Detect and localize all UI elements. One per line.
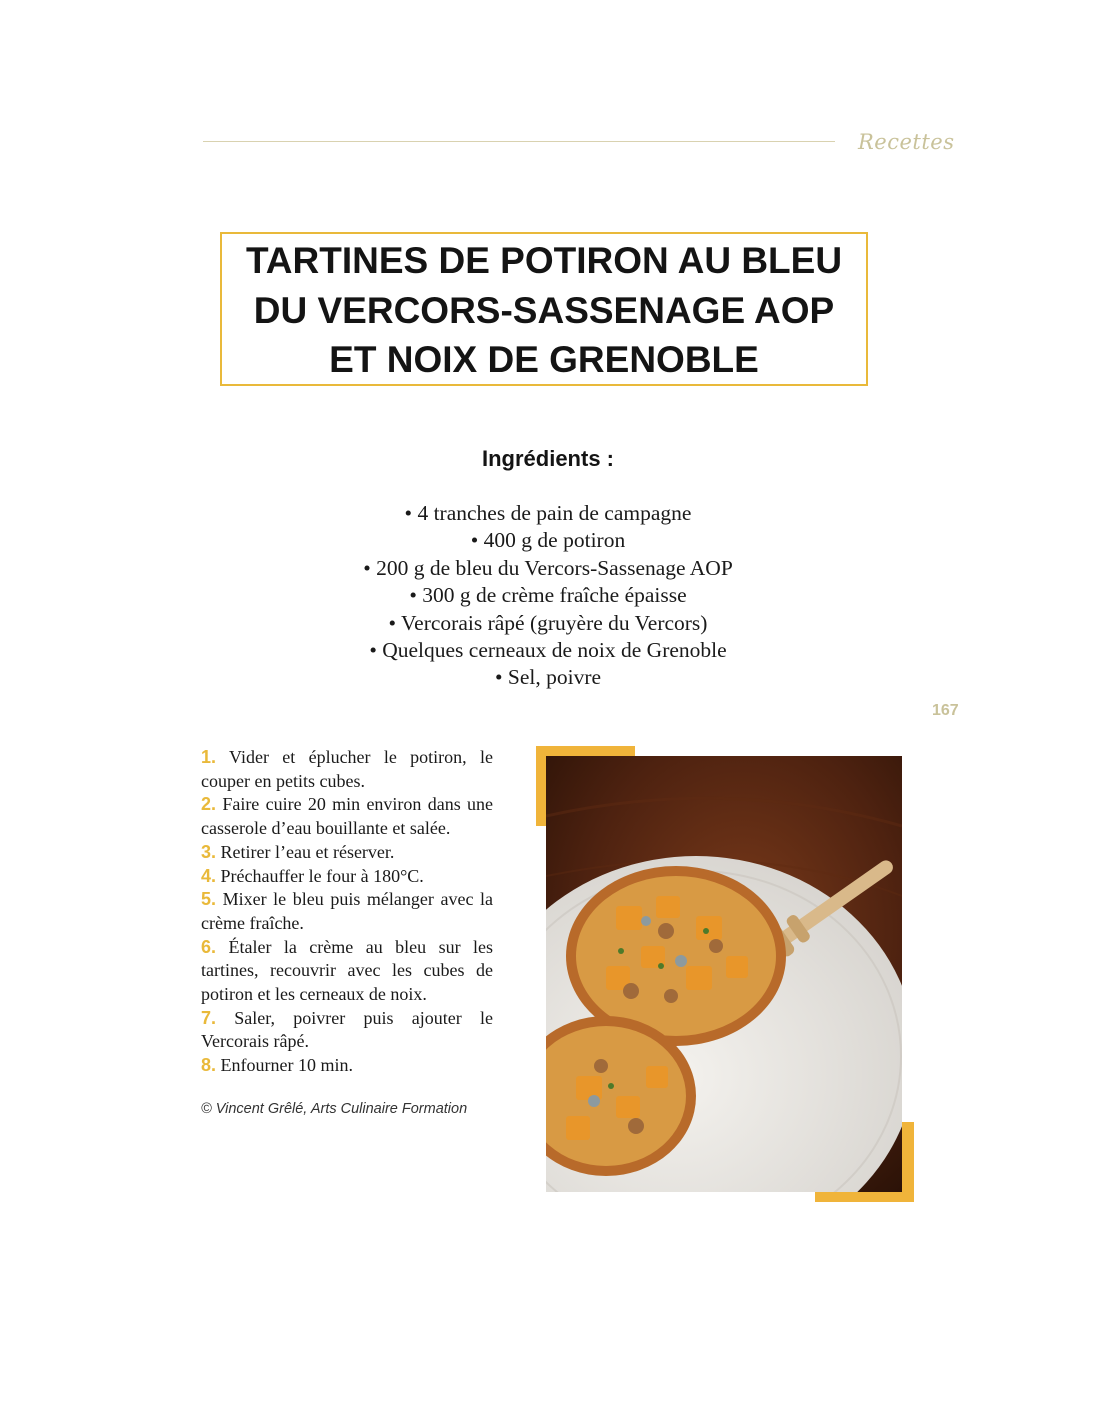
step-item <box>201 1054 493 1078</box>
step-text: Faire cuire 20 min environ dans une casserole d’eau bouillante et salée. <box>201 794 493 839</box>
step-item <box>201 746 493 793</box>
step-text: Mixer le bleu puis mélanger avec la crème fraîche. <box>201 889 494 933</box>
header-rule <box>203 141 835 142</box>
step-text: Enfourner 10 min. <box>220 1055 353 1076</box>
ingredient-item: • 200 g de bleu du Vercors-Sassenage AOP <box>363 555 733 580</box>
step-item <box>201 1007 493 1054</box>
step-item <box>201 888 493 935</box>
step-number: 2. <box>201 794 217 815</box>
step-number: 8. <box>201 1055 217 1076</box>
step-text: Étaler la crème au bleu sur les tartines, recouvrir avec les cubes de potiron et les cerneaux de noix. <box>201 936 494 1005</box>
recipe-title-line-1: TARTINES DE POTIRON AU BLEU <box>245 240 843 281</box>
step-item <box>201 936 493 1007</box>
ingredient-item: • Quelques cerneaux de noix de Grenoble <box>369 637 727 662</box>
photo-credit: © Vincent Grêlé, Arts Culinaire Formation <box>201 1101 468 1117</box>
ingredient-item: • 400 g de potiron <box>470 528 626 553</box>
step-item <box>201 865 493 889</box>
step-number: 7. <box>201 1007 217 1028</box>
recipe-photo-frame <box>536 746 914 1202</box>
step-text: Préchauffer le four à 180°C. <box>220 865 424 886</box>
step-item <box>201 841 493 865</box>
step-number: 1. <box>201 747 217 767</box>
step-text: Saler, poivrer puis ajouter le Vercorais râpé. <box>201 1007 494 1052</box>
recipe-steps <box>201 746 493 1078</box>
recipe-title-line-3: ET NOIX DE GRENOBLE <box>329 339 759 380</box>
ingredients-heading: Ingrédients : <box>481 446 614 471</box>
step-number: 5. <box>201 889 217 910</box>
step-item <box>201 793 493 840</box>
ingredient-item: • 300 g de crème fraîche épaisse <box>409 583 687 608</box>
step-number: 6. <box>201 936 217 957</box>
ingredient-item: • Sel, poivre <box>494 665 602 690</box>
page-number: 167 <box>932 702 959 719</box>
ingredients-list <box>0 500 1096 692</box>
step-text: Vider et éplucher le potiron, le couper en petits cubes. <box>201 747 493 791</box>
step-number: 4. <box>201 865 217 886</box>
section-label: Recettes <box>858 130 955 154</box>
recipe-title-box <box>220 232 868 386</box>
ingredient-item: • Vercorais râpé (gruyère du Vercors) <box>388 610 708 635</box>
recipe-photo-illustration <box>546 756 902 1192</box>
recipe-title-line-2: DU VERCORS-SASSENAGE AOP <box>253 290 835 331</box>
step-text: Retirer l’eau et réserver. <box>220 841 395 862</box>
recipe-photo <box>546 756 902 1192</box>
ingredient-item: • 4 tranches de pain de campagne <box>404 501 692 525</box>
step-number: 3. <box>201 841 217 862</box>
